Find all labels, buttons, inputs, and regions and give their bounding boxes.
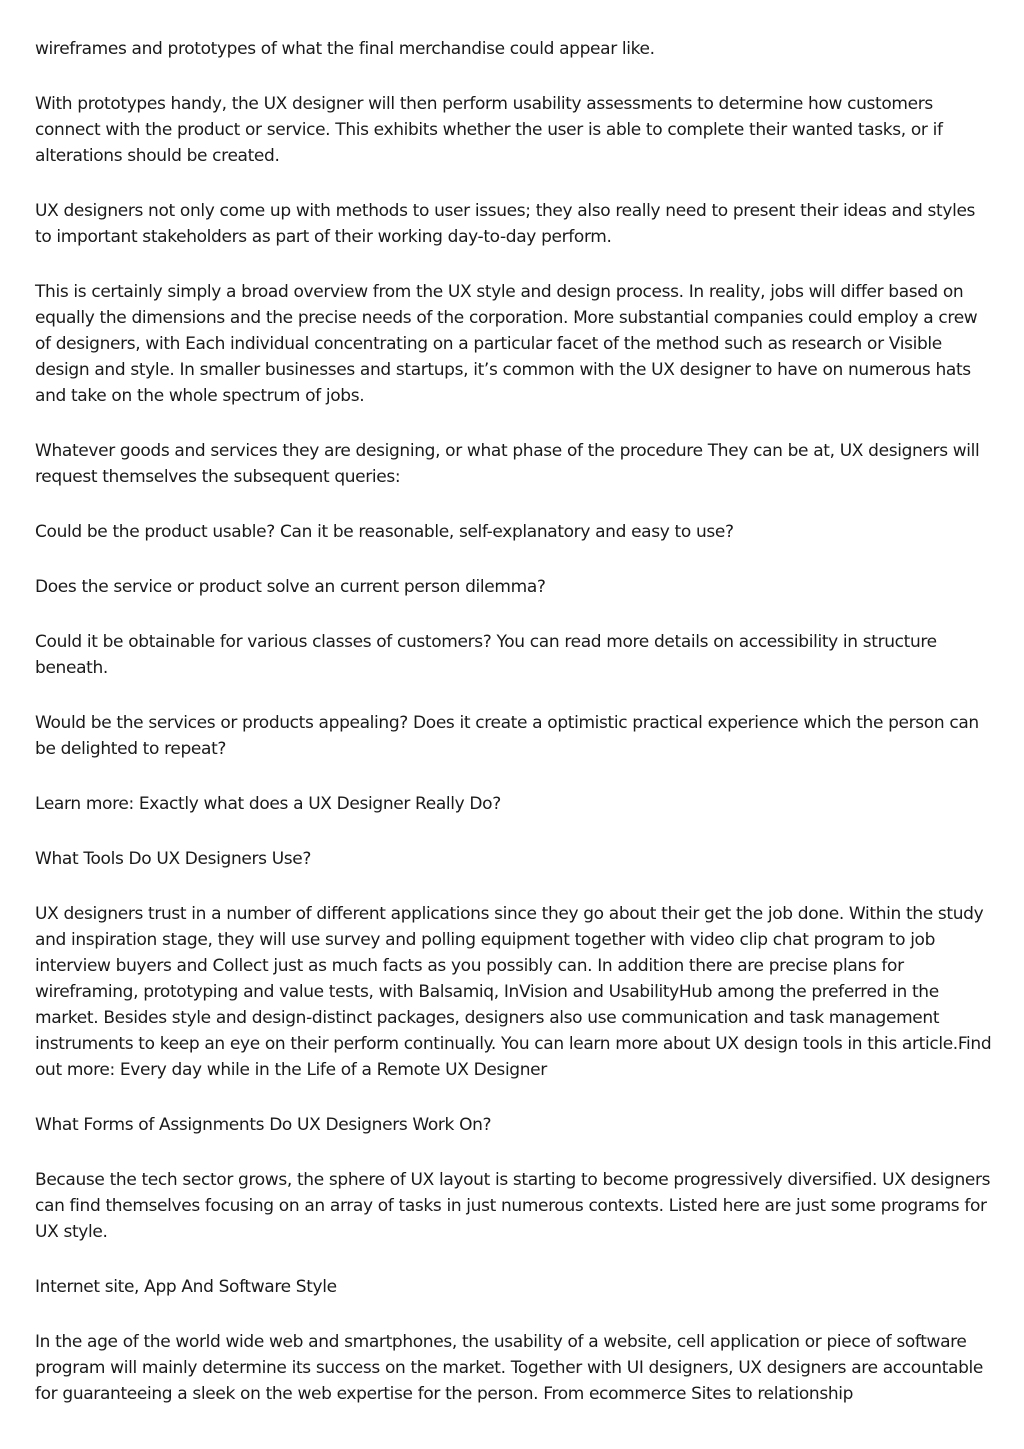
paragraph-3: UX designers not only come up with methods to user issues; they also really need to present their ideas and styles to important stakeholders as part of their working day-to-day perform. — [35, 201, 976, 247]
paragraph-2: With prototypes handy, the UX designer will then perform usability assessments to determine how customers connect with the product or service. This exhibits whether the user is able to complete their wanted tasks, or if alterations should be created. — [35, 94, 943, 166]
learn-more-line: Learn more: Exactly what does a UX Designer Really Do? — [35, 794, 501, 814]
heading-software-style: Internet site, App And Software Style — [35, 1277, 337, 1297]
question-dilemma: Does the service or product solve an current person dilemma? — [35, 577, 546, 597]
paragraph-software-style: In the age of the world wide web and smartphones, the usability of a website, cell application or piece of software program will mainly determine its success on the market. Together with UI designers, UX designers are accountable for guaranteeing a sleek on the web expertise for the person. From ecommerce Sites to relationship — [35, 1332, 984, 1404]
paragraph-tools: UX designers trust in a number of different applications since they go about their get the job done. Within the study and inspiration stage, they will use survey and polling equipment together with video clip chat program to job interview buyers and Collect just as much facts as you possibly can. In addition there are precise plans for wireframing, prototyping and value tests, with Balsamiq, InVision and UsabilityHub among the preferred in the market. Besides style and design-distinct packages, designers also use communication and task management instruments to keep an eye on their perform continually. You can learn more about UX design tools in this article.Find out more: Every day while in the Life of a Remote UX Designer — [35, 904, 992, 1080]
question-usable: Could be the product usable? Can it be reasonable, self-explanatory and easy to use? — [35, 522, 734, 542]
paragraph-5: Whatever goods and services they are designing, or what phase of the procedure They can be at, UX designers will request themselves the subsequent queries: — [35, 441, 980, 487]
question-appealing: Would be the services or products appealing? Does it create a optimistic practical experience which the person can be delighted to repeat? — [35, 713, 979, 759]
paragraph-assignments: Because the tech sector grows, the sphere of UX layout is starting to become progressively diversified. UX designers can find themselves focusing on an array of tasks in just numerous contexts. Listed here are just some programs for UX style. — [35, 1170, 991, 1242]
heading-tools: What Tools Do UX Designers Use? — [35, 849, 312, 869]
heading-assignments: What Forms of Assignments Do UX Designers Work On? — [35, 1115, 492, 1135]
document-body — [35, 36, 995, 1436]
question-accessibility: Could it be obtainable for various classes of customers? You can read more details on accessibility in structure beneath. — [35, 632, 937, 678]
paragraph-4: This is certainly simply a broad overview from the UX style and design process. In reality, jobs will differ based on equally the dimensions and the precise needs of the corporation. More substantial companies could employ a crew of designers, with Each individual concentrating on a particular facet of the method such as research or Visible design and style. In smaller businesses and startups, it’s common with the UX designer to have on numerous hats and take on the whole spectrum of jobs. — [35, 282, 978, 406]
paragraph-1: wireframes and prototypes of what the final merchandise could appear like. — [35, 39, 655, 59]
